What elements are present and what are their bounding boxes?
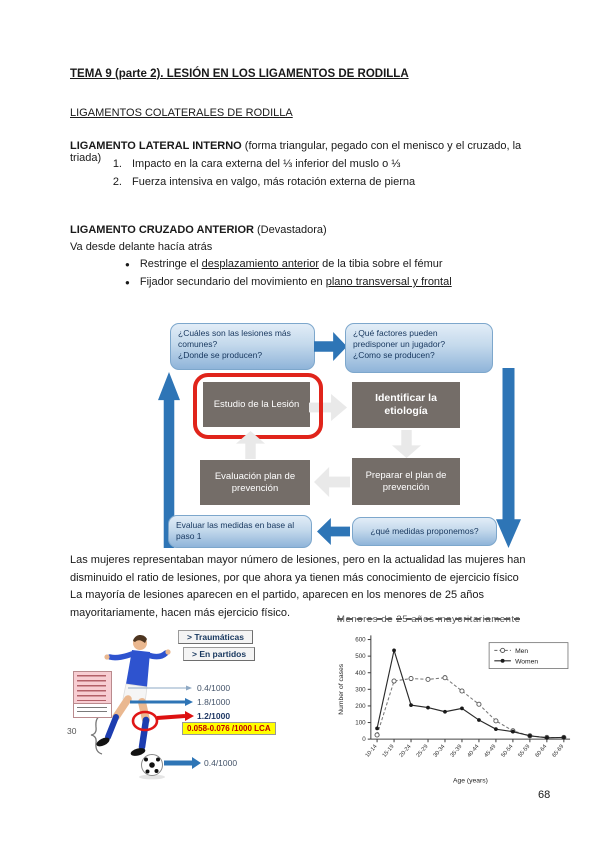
svg-text:35-39: 35-39 (449, 743, 464, 759)
svg-text:0: 0 (362, 736, 366, 744)
rate-knee: 1.2/1000 (197, 710, 231, 721)
svg-text:50-54: 50-54 (500, 743, 515, 759)
svg-text:45-49: 45-49 (483, 743, 498, 759)
svg-text:25-29: 25-29 (415, 743, 430, 759)
svg-text:200: 200 (355, 703, 366, 710)
term-lca: LIGAMENTO CRUZADO ANTERIOR (70, 224, 254, 236)
injury-age-chart (333, 612, 585, 797)
box-preparar-plan: Preparar el plan de prevención (352, 458, 460, 505)
rate-torso: 0.4/1000 (197, 683, 231, 693)
legend-women-label: Women (515, 658, 539, 666)
box-evaluacion-plan: Evaluación plan de prevención (200, 460, 310, 505)
ligamento-cruzado-anterior-line: LIGAMENTO CRUZADO ANTERIOR (Devastadora) (70, 224, 327, 236)
box-que-medidas: ¿qué medidas proponemos? (352, 517, 497, 546)
svg-text:400: 400 (355, 669, 366, 677)
margin-note-text-lines (77, 675, 106, 701)
page-number: 68 (538, 789, 551, 801)
rate-foot: 0.4/1000 (204, 758, 238, 768)
svg-text:15-19: 15-19 (381, 743, 396, 759)
brace-glyph (91, 715, 102, 754)
term-lli: LIGAMENTO LATERAL INTERNO (70, 140, 242, 152)
bottom-left-arrow (317, 518, 350, 545)
svg-text:300: 300 (355, 686, 366, 694)
question-box-factores: ¿Qué factores pueden predisponer un jugador? ¿Como se producen? (345, 323, 493, 373)
svg-text:500: 500 (355, 653, 366, 661)
injury-rate-figure (60, 625, 365, 795)
bullet-icon: ● (125, 260, 130, 269)
top-right-arrow (314, 332, 347, 361)
list-item-2: 2. Fuerza intensiva en valgo, más rotación externa de pierna (112, 176, 416, 188)
brace-label: 30 (67, 726, 77, 736)
page-title: TEMA 9 (parte 2). LESIÓN EN LOS LIGAMENTOS DE RODILLA (70, 68, 409, 80)
section-heading-colaterales: LIGAMENTOS COLATERALES DE RODILLA (70, 107, 293, 119)
box-estudio-lesion: Estudio de la Lesión (203, 382, 310, 427)
cycle-down-arrow (496, 368, 521, 548)
svg-text:20-24: 20-24 (398, 743, 413, 759)
x-axis-label: Age (years) (453, 777, 488, 785)
rate-lca-highlight: 0.058-0.076 /1000 LCA (182, 722, 276, 735)
bullet-restringe: ● Restringe el desplazamiento anterior de la tibia sobre el fémur (125, 258, 443, 270)
list-item-1: 1. Impacto en la cara externa del ⅓ inferior del muslo o ⅓ (112, 158, 401, 170)
svg-text:30-34: 30-34 (432, 743, 447, 759)
chart-title-struck: Menores de 25 años mayoritariamente (337, 614, 521, 625)
svg-text:10-14: 10-14 (364, 743, 379, 759)
svg-text:55-59: 55-59 (517, 743, 532, 759)
bullet-icon: ● (125, 278, 130, 287)
legend-men-label: Men (515, 648, 529, 656)
prevention-cycle-diagram (140, 315, 532, 550)
tag-en-partidos: > En partidos (183, 647, 255, 661)
red-highlight-outline (193, 373, 323, 439)
svg-text:40-44: 40-44 (466, 743, 481, 759)
prepare-to-eval-arrow (314, 467, 350, 497)
box-evaluar-medidas: Evaluar las medidas en base al paso 1 (168, 515, 312, 548)
intro-line: Va desde delante hacía atrás (70, 241, 213, 253)
tag-traumaticas: > Traumáticas (178, 630, 253, 644)
question-box-lesiones: ¿Cuáles son las lesiones más comunes? ¿Donde se producen? (170, 323, 315, 370)
margin-note (73, 671, 112, 718)
paragraph-mujeres: Las mujeres representaban mayor número de lesiones, pero en la actualidad las mujeres han disminuido el ratio de lesiones, por que ahora ya tienen más conocimiento de ejercicio físico La mayoría de lesiones aparecen en el partido, aparecen en los menores de 25 años mayoritariamente, hacen más ejercicio físico. (70, 554, 526, 619)
box-identificar-etiologia: Identificar la etiología (352, 382, 460, 428)
bullet-fijador: ● Fijador secundario del movimiento en plano transversal y frontal (125, 276, 452, 288)
svg-text:60-64: 60-64 (534, 743, 549, 759)
rate-hip: 1.8/1000 (197, 697, 231, 707)
svg-text:65-69: 65-69 (551, 743, 566, 759)
margin-note-footer (74, 703, 111, 717)
svg-text:600: 600 (355, 636, 366, 644)
svg-text:100: 100 (355, 719, 366, 727)
ligamento-lateral-interno-line: LIGAMENTO LATERAL INTERNO (forma triangular, pegado con el menisco y el cruzado, la triada) (70, 140, 525, 164)
y-axis-label: Number of cases (337, 663, 345, 715)
injury-age-chart-svg (333, 625, 583, 791)
identify-to-prepare-arrow (392, 430, 421, 458)
